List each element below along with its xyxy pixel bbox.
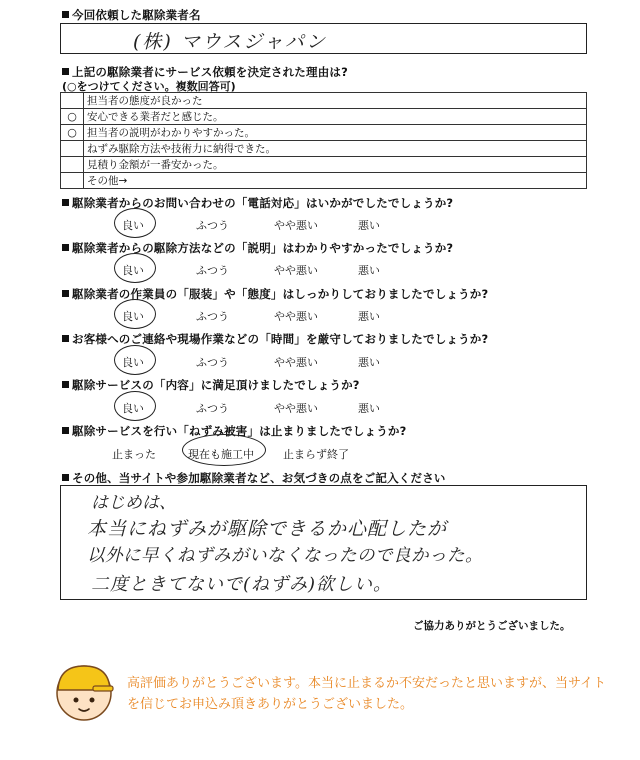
question-4: お客様へのご連絡や現場作業などの「時間」を厳守しておりましたでしょうか?	[62, 331, 488, 347]
q6-option-in-progress[interactable]: 現在も施工中	[188, 448, 254, 461]
q2-option-bad[interactable]: 悪い	[358, 264, 380, 277]
q5-option-good[interactable]: 良い	[122, 402, 144, 415]
selection-circle	[114, 208, 156, 238]
q6-option-ended[interactable]: 止まらず終了	[283, 448, 349, 461]
comment-line: 以外に早くねずみがいなくなったので良かった。	[87, 546, 483, 566]
q2-option-good[interactable]: 良い	[122, 264, 144, 277]
comment-line: はじめは、	[91, 493, 176, 513]
q4-option-somewhat-bad[interactable]: やや悪い	[274, 356, 318, 369]
worker-avatar-icon	[53, 662, 115, 722]
q2-option-somewhat-bad[interactable]: やや悪い	[274, 264, 318, 277]
comment-label: その他、当サイトや参加駆除業者など、お気づきの点をご記入ください	[62, 470, 446, 486]
selection-circle	[182, 434, 266, 466]
q3-option-good[interactable]: 良い	[122, 310, 144, 323]
question-3: 駆除業者の作業員の「服装」や「態度」はしっかりしておりましたでしょうか?	[62, 286, 488, 302]
q1-option-somewhat-bad[interactable]: やや悪い	[274, 219, 318, 232]
q1-option-good[interactable]: 良い	[122, 219, 144, 232]
comment-line: 本当にねずみが駆除できるか心配したが	[87, 518, 448, 540]
list-item: その他→	[61, 173, 587, 189]
q6-option-stopped[interactable]: 止まった	[112, 448, 156, 461]
question-1: 駆除業者からのお問い合わせの「電話対応」はいかがでしたでしょうか?	[62, 195, 453, 211]
list-item: ねずみ駆除方法や技術力に納得できた。	[61, 141, 587, 157]
reply-message: 高評価ありがとうございます。本当に止まるか不安だったと思いますが、当サイトを信じてお申込み頂きありがとうございました。	[127, 676, 607, 712]
company-label: 今回依頼した駆除業者名	[62, 7, 201, 23]
reason-table	[60, 92, 587, 189]
reason-label: 上記の駆除業者にサービス依頼を決定された理由は?	[62, 64, 348, 80]
company-value: (株) マウスジャパン	[133, 31, 327, 53]
list-item: 見積り金額が一番安かった。	[61, 157, 587, 173]
list-item: ○ 担当者の説明がわかりやすかった。	[61, 125, 587, 141]
avatar	[53, 662, 115, 722]
q2-option-average[interactable]: ふつう	[196, 264, 229, 277]
q4-option-bad[interactable]: 悪い	[358, 356, 380, 369]
thanks-text: ご協力ありがとうございました。	[413, 620, 571, 632]
question-2: 駆除業者からの駆除方法などの「説明」はわかりやすかったでしょうか?	[62, 240, 453, 256]
q5-option-average[interactable]: ふつう	[196, 402, 229, 415]
q3-option-average[interactable]: ふつう	[196, 310, 229, 323]
list-item: 担当者の態度が良かった	[61, 93, 587, 109]
q4-option-good[interactable]: 良い	[122, 356, 144, 369]
comment-box	[60, 485, 587, 600]
q4-option-average[interactable]: ふつう	[196, 356, 229, 369]
question-5: 駆除サービスの「内容」に満足頂けましたでしょうか?	[62, 377, 360, 393]
q1-option-bad[interactable]: 悪い	[358, 219, 380, 232]
question-6: 駆除サービスを行い「ねずみ被害」は止まりましたでしょうか?	[62, 423, 406, 439]
company-field	[60, 23, 587, 54]
selection-circle	[114, 253, 156, 283]
selection-circle	[114, 391, 156, 421]
list-item: ○ 安心できる業者だと感じた。	[61, 109, 587, 125]
selection-circle	[114, 299, 156, 329]
q5-option-bad[interactable]: 悪い	[358, 402, 380, 415]
q3-option-bad[interactable]: 悪い	[358, 310, 380, 323]
q3-option-somewhat-bad[interactable]: やや悪い	[274, 310, 318, 323]
q5-option-somewhat-bad[interactable]: やや悪い	[274, 402, 318, 415]
reason-note: (○をつけてください。複数回答可)	[62, 80, 236, 93]
q1-option-average[interactable]: ふつう	[196, 219, 229, 232]
comment-line: 二度ときてないで(ねずみ)欲しい。	[91, 574, 393, 595]
selection-circle	[114, 345, 156, 375]
